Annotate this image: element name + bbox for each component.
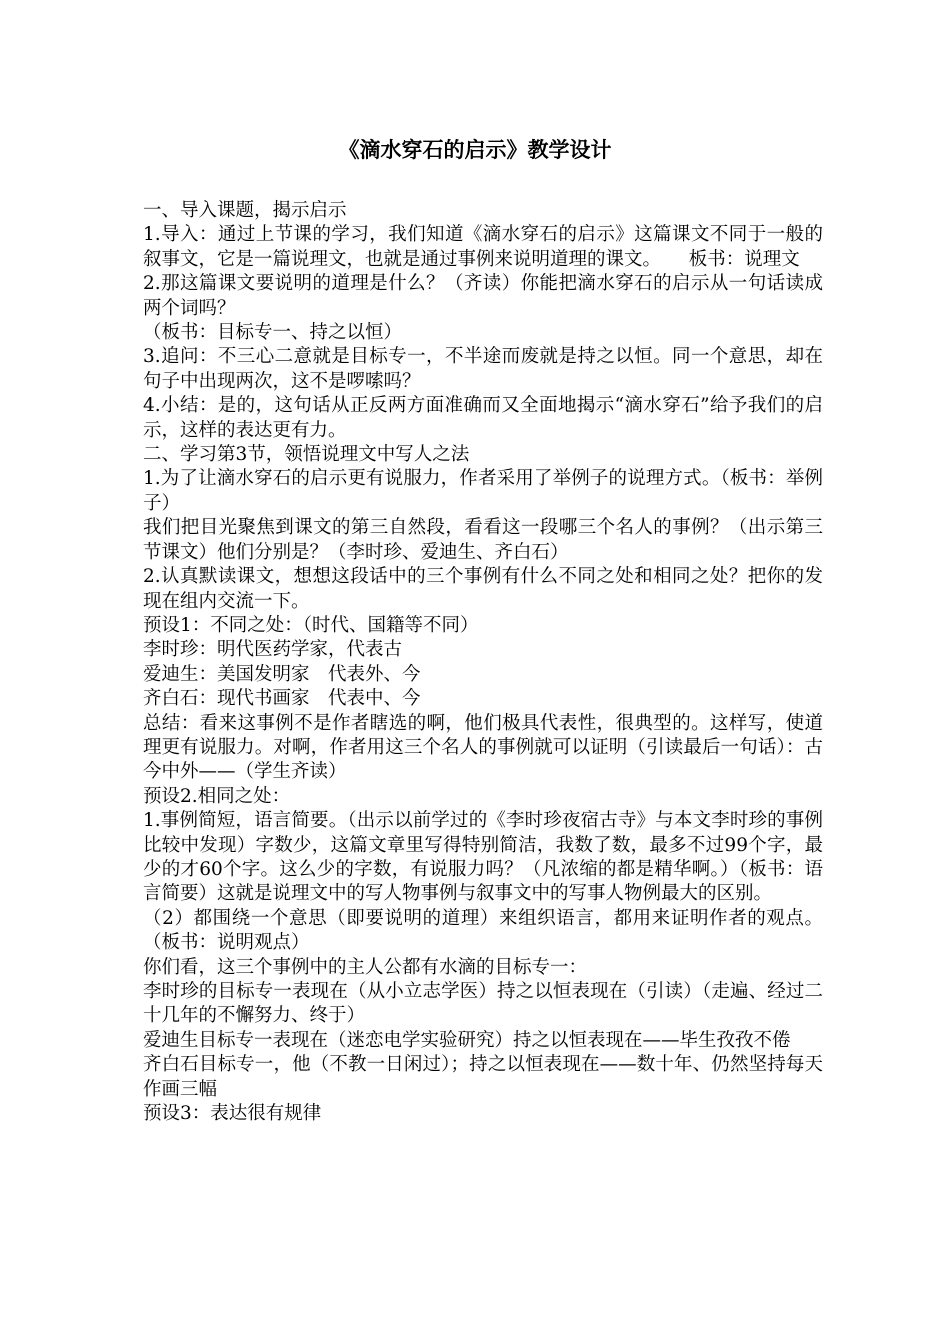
paragraph-li-shizhen: 李时珍：明代医药学家，代表古 (143, 639, 403, 661)
section-heading-2: 二、学习第3节，领悟说理文中写人之法 (143, 444, 470, 466)
paragraph-summary: 4.小结：是的，这句话从正反两方面准确而又全面地揭示“滴水穿石”给予我们的启示，这样的表达更有力。 (143, 395, 823, 441)
paragraph-qi-baishi-goal: 齐白石目标专一，他（不教一日闲过）；持之以恒表现在——数十年、仍然坚持每天作画三幅 (143, 1054, 823, 1100)
paragraph-conclusion: 总结：看来这事例不是作者瞎选的啊，他们极具代表性，很典型的。这样写，使道理更有说服力。对啊，作者用这三个名人的事例就可以证明（引读最后一句话）：古今中外——（学生齐读） (143, 712, 823, 783)
paragraph-similarity-2: （2）都围绕一个意思（即要说明的道理）来组织语言，都用来证明作者的观点。（板书：说明观点） (143, 907, 823, 954)
paragraph-question: 2.那这篇课文要说明的道理是什么？（齐读）你能把滴水穿石的启示从一句话读成两个词吗？ (143, 273, 823, 319)
paragraph-similarity-1: 1.事例简短，语言简要。（出示以前学过的《李时珍夜宿古寺》与本文李时珍的事例比较中发现）字数少，这篇文章里写得特别简洁，我数了数，最多不过99个字，最少的才60个字。这么少的字数，有说服力吗？（凡浓缩的都是精华啊。）（板书：语言简要）这就是说理文中的写人物事例与叙事文中的写事人物例最大的区别。 (143, 810, 823, 905)
paragraph-common-goal: 你们看，这三个事例中的主人公都有水滴的目标专一： (143, 956, 588, 978)
paragraph-intro: 1.导入：通过上节课的学习，我们知道《滴水穿石的启示》这篇课文不同于一般的叙事文，它是一篇说理文，也就是通过事例来说明道理的课文。 板书：说理文 (143, 224, 823, 270)
paragraph-preset-3: 预设3：表达很有规律 (143, 1103, 322, 1125)
paragraph-preset-2: 预设2.相同之处： (143, 785, 291, 807)
section-heading-1: 一、导入课题，揭示启示 (143, 200, 347, 221)
document-title: 《滴水穿石的启示》教学设计 (338, 137, 612, 162)
paragraph-edison-goal: 爱迪生目标专一表现在（迷恋电学实验研究）持之以恒表现在——毕生孜孜不倦 (143, 1029, 791, 1051)
paragraph-board-note: （板书：目标专一、持之以恒） (143, 322, 403, 344)
document-body (143, 199, 823, 1126)
paragraph-examples: 1.为了让滴水穿石的启示更有说服力，作者采用了举例子的说理方式。（板书：举例子） (143, 468, 823, 514)
paragraph-reading-task: 2.认真默读课文，想想这段话中的三个事例有什么不同之处和相同之处？把你的发现在组内交流一下。 (143, 566, 823, 612)
paragraph-qi-baishi: 齐白石：现代书画家 代表中、今 (143, 688, 421, 710)
paragraph-follow-up: 3.追问：不三心二意就是目标专一，不半途而废就是持之以恒。同一个意思，却在句子中出现两次，这不是啰嗦吗？ (143, 346, 823, 392)
paragraph-edison: 爱迪生：美国发明家 代表外、今 (143, 663, 421, 685)
paragraph-li-shizhen-goal: 李时珍的目标专一表现在（从小立志学医）持之以恒表现在（引读）（走遍、经过二十几年的不懈努力、终于） (143, 981, 823, 1027)
paragraph-preset-1: 预设1：不同之处：（时代、国籍等不同） (143, 614, 479, 636)
paragraph-focus: 我们把目光聚焦到课文的第三自然段，看看这一段哪三个名人的事例？（出示第三节课文）他们分别是？（李时珍、爱迪生、齐白石） (143, 517, 823, 563)
